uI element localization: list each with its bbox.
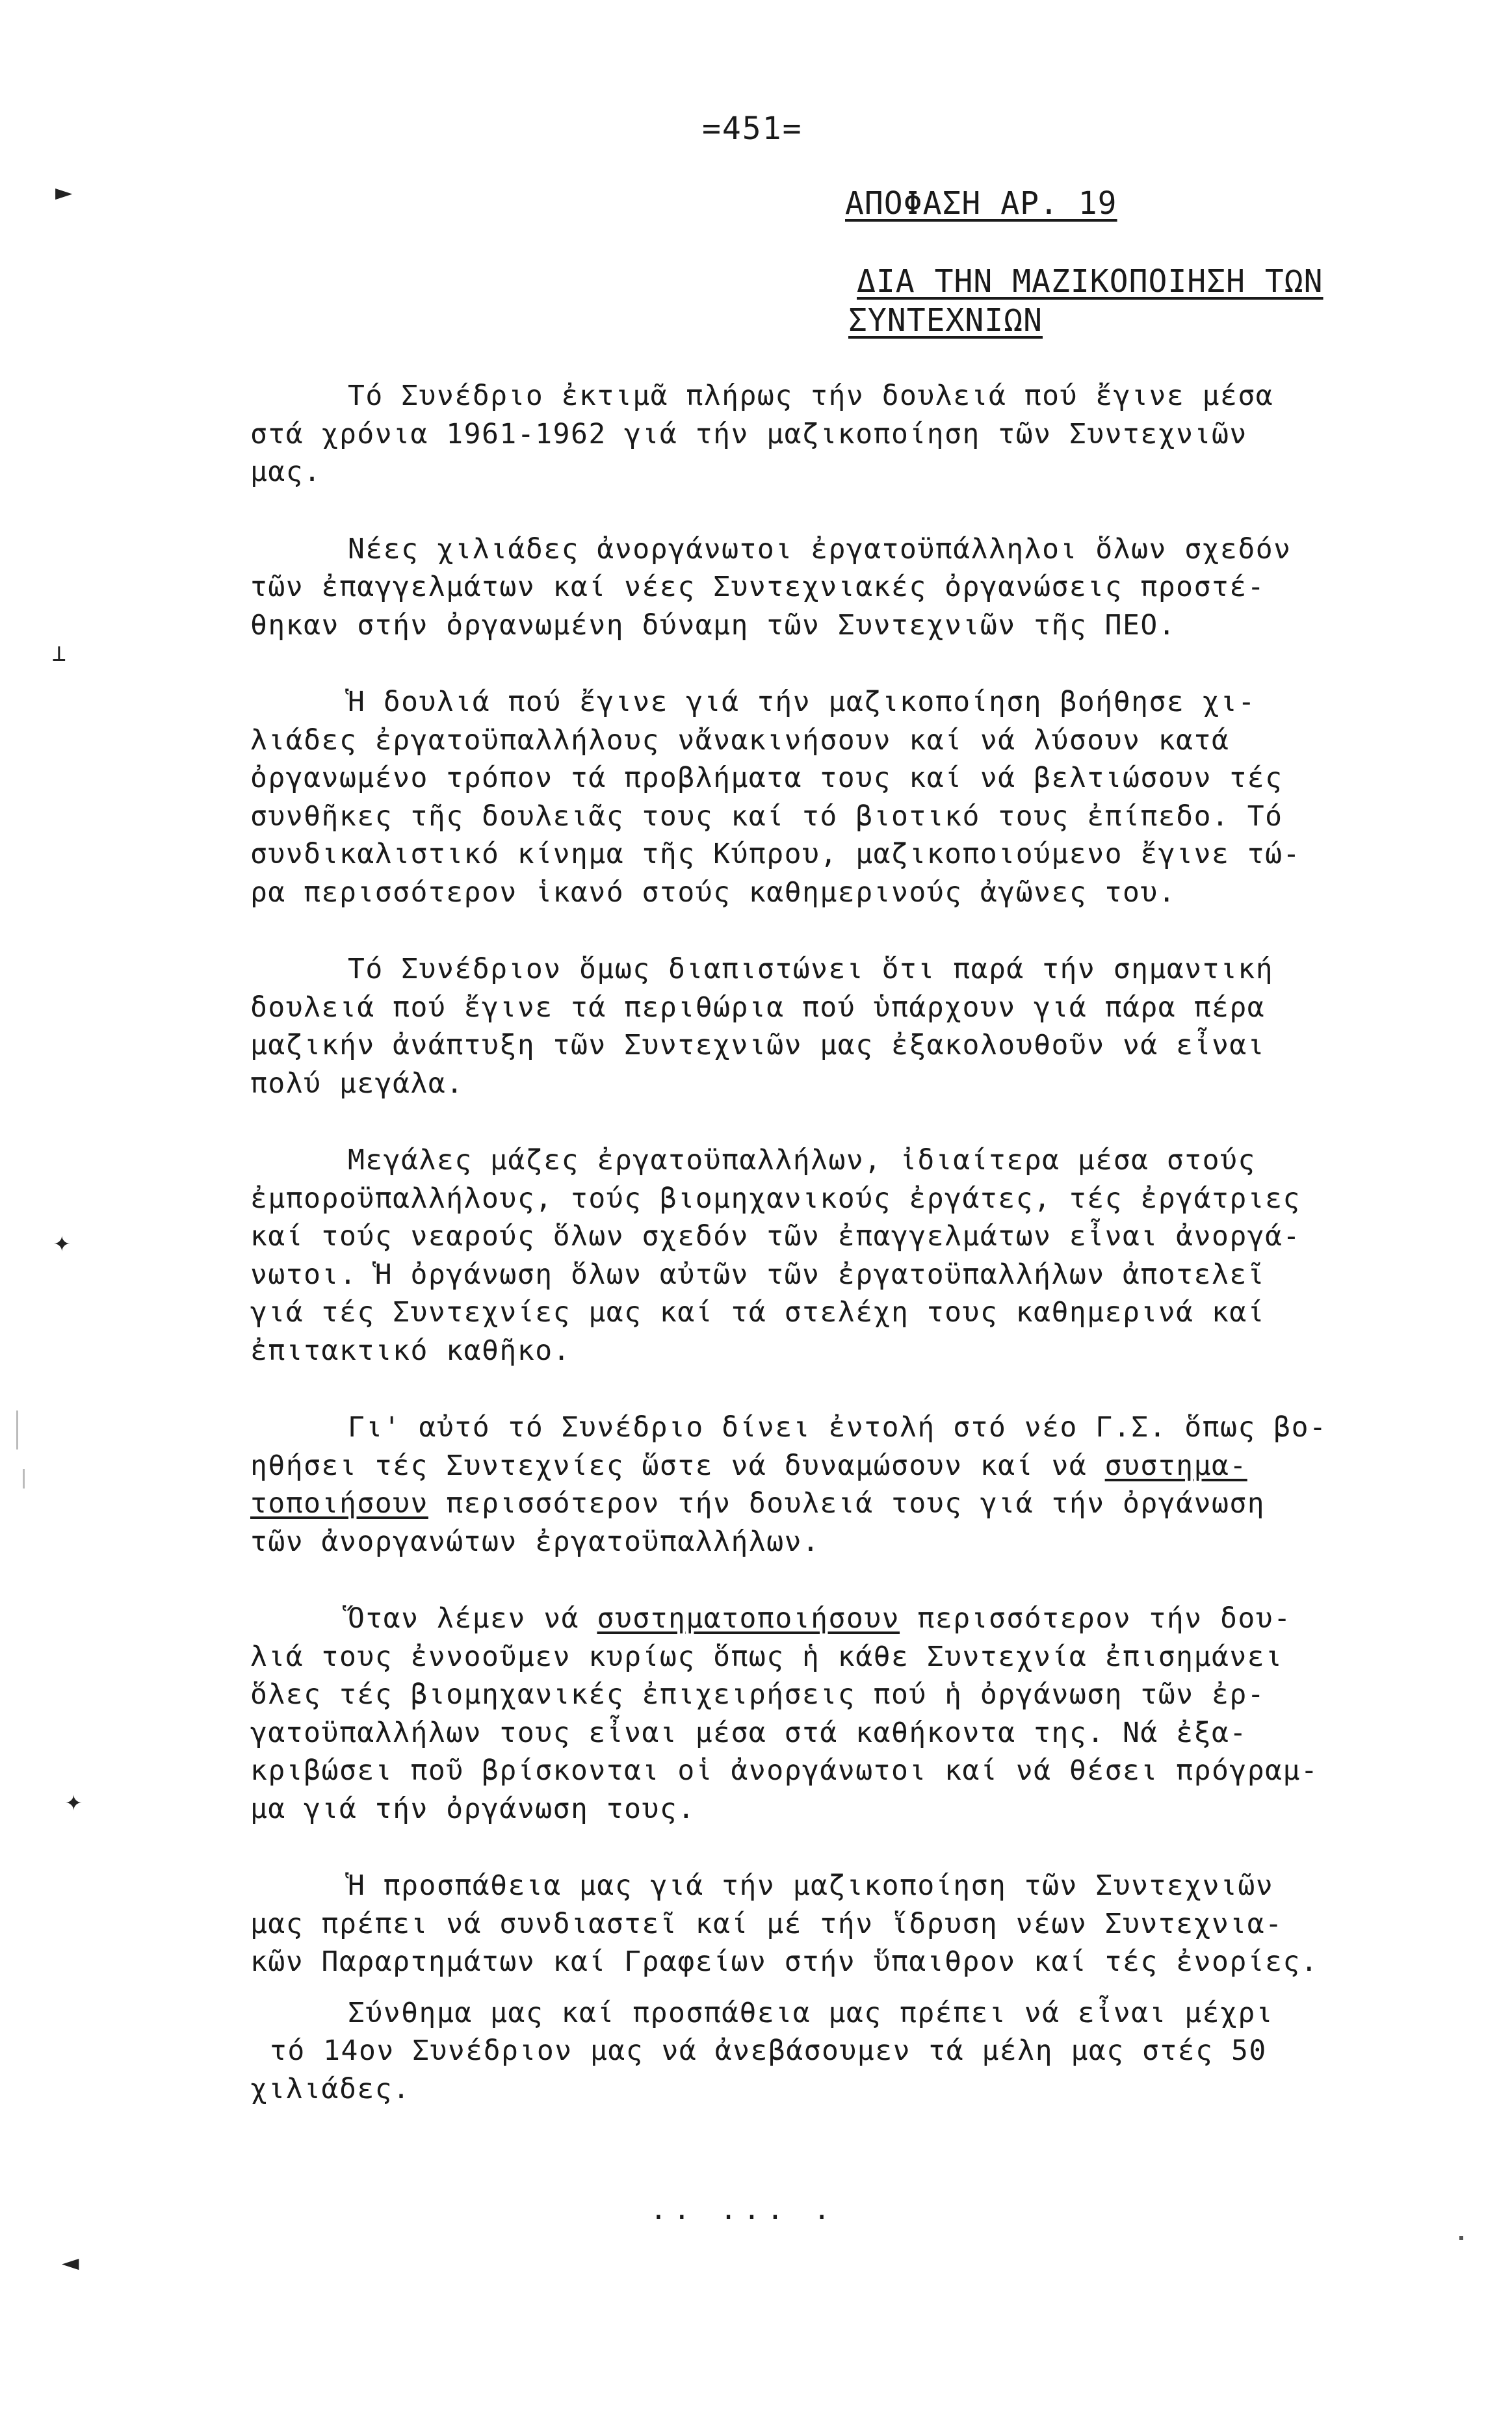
paragraph-8: [250, 1867, 1459, 1981]
closing-dots: .. ... .: [650, 2194, 837, 2226]
text-line: συνδικαλιστικό κίνημα τῆς Κύπρου, μαζικοποιούμενο ἔγινε τώ-: [250, 838, 1301, 870]
text-line: κῶν Παραρτημάτων καί Γραφείων στήν ὕπαιθρον καί τές ἐνορίες.: [250, 1945, 1319, 1978]
page-number: =451=: [702, 110, 803, 147]
text-line: στά χρόνια 1961-1962 γιά τήν μαζικοποίηση τῶν Συντεχνιῶν: [250, 417, 1247, 450]
text-line: καί τούς νεαρούς ὅλων σχεδόν τῶν ἐπαγγελμάτων εἶναι ἀνοργά-: [250, 1220, 1301, 1253]
margin-star-mark-icon: ✦: [65, 1784, 83, 1817]
text-line: τῶν ἐπαγγελμάτων καί νέες Συντεχνιακές ὀργανώσεις προστέ-: [250, 571, 1266, 603]
text-line: μαζικήν ἀνάπτυξη τῶν Συντεχνιῶν μας ἐξακολουθοῦν νά εἶναι: [250, 1029, 1266, 1061]
text-line: πολύ μεγάλα.: [250, 1067, 464, 1100]
text-line: χιλιάδες.: [250, 2072, 411, 2105]
scan-speck: [23, 1469, 25, 1488]
paragraph-4: [250, 950, 1459, 1102]
text-line: Σύνθημα μας καί προσπάθεια μας πρέπει νά εἶναι μέχρι: [348, 1996, 1274, 2029]
paragraph-5: [250, 1141, 1459, 1370]
scan-speck: [1459, 2236, 1463, 2240]
text-line: Τό Συνέδριον ὅμως διαπιστώνει ὅτι παρά τήν σημαντική: [348, 953, 1274, 985]
document-title-line2: ΣΥΝΤΕΧΝΙΩΝ: [848, 302, 1043, 339]
text-line: Νέες χιλιάδες ἀνοργάνωτοι ἐργατοϋπάλληλοι ὅλων σχεδόν: [348, 532, 1292, 566]
text-line: ρα περισσότερον ἱκανό στούς καθημερινούς ἀγῶνες του.: [250, 876, 1177, 909]
paragraph-2: [250, 530, 1459, 645]
margin-arrow-left-icon: ◄: [62, 2246, 79, 2279]
text-line: δουλειά πού ἔγινε τά περιθώρια πού ὑπάρχουν γιά πάρα πέρα: [250, 991, 1266, 1024]
text-line: Ἡ προσπάθεια μας γιά τήν μαζικοποίηση τῶν Συντεχνιῶν: [348, 1869, 1274, 1902]
text-segment: περισσότερον τήν δου-: [900, 1602, 1292, 1635]
document-title-line1: ΔΙΑ ΤΗΝ ΜΑΖΙΚΟΠΟΙΗΣΗ ΤΩΝ: [857, 263, 1323, 300]
text-line: θηκαν στήν ὀργανωμένη δύναμη τῶν Συντεχνιῶν τῆς ΠΕΟ.: [250, 608, 1177, 642]
text-line: Μεγάλες μάζες ἐργατοϋπαλλήλων, ἰδιαίτερα μέσα στούς: [348, 1144, 1256, 1176]
scan-speck: [16, 1410, 18, 1450]
paragraph-3: [250, 683, 1459, 911]
text-segment: περισσότερον τήν δουλειά τους γιά τήν ὀργάνωση: [428, 1487, 1266, 1520]
underlined-word: τοποιήσουν: [250, 1487, 428, 1520]
text-line: [250, 1485, 1459, 1523]
margin-arrow-right-icon: ►: [55, 176, 73, 209]
margin-star-mark-icon: ✦: [53, 1225, 71, 1258]
text-line: [250, 1447, 1459, 1485]
margin-cross-mark-icon: ⟂: [52, 640, 66, 667]
text-line: συνθῆκες τῆς δουλειᾶς τους καί τό βιοτικό τους ἐπίπεδο. Τό: [250, 800, 1283, 833]
text-line: Τό Συνέδριο ἐκτιμᾶ πλήρως τήν δουλειά πού ἔγινε μέσα: [348, 380, 1274, 412]
text-line: γατοϋπαλλήλων τους εἶναι μέσα στά καθήκοντα της. Νά ἐξα-: [250, 1716, 1247, 1749]
text-line: τῶν ἀνοργανώτων ἐργατοϋπαλλήλων.: [250, 1525, 820, 1558]
text-line: τό 14ον Συνέδριον μας νά ἀνεβάσουμεν τά μέλη μας στές 50: [270, 2034, 1267, 2067]
decision-heading: ΑΠΟΦΑΣΗ ΑΡ. 19: [845, 185, 1117, 222]
text-line: ὅλες τές βιομηχανικές ἐπιχειρήσεις πού ἡ ὀργάνωση τῶν ἐρ-: [250, 1678, 1266, 1711]
text-line: Γι' αὐτό τό Συνέδριο δίνει ἐντολή στό νέο Γ.Σ. ὅπως βο-: [348, 1411, 1327, 1444]
text-line: ἐπιτακτικό καθῆκο.: [250, 1334, 571, 1367]
text-segment: ηθήσει τές Συντεχνίες ὥστε νά δυναμώσουν καί νά: [250, 1449, 1105, 1482]
text-line: Ἡ δουλιά πού ἔγινε γιά τήν μαζικοποίηση βοήθησε χι-: [348, 686, 1256, 718]
paragraph-6: [250, 1409, 1459, 1561]
text-line: ὀργανωμένο τρόπον τά προβλήματα τους καί νά βελτιώσουν τές: [250, 762, 1283, 794]
text-line: μας.: [250, 456, 322, 488]
text-line: μα γιά τήν ὀργάνωση τους.: [250, 1792, 696, 1825]
text-line: μας πρέπει νά συνδιαστεῖ καί μέ τήν ἵδρυση νέων Συντεχνια-: [250, 1907, 1283, 1940]
text-line: κριβώσει ποῦ βρίσκονται οἱ ἀνοργάνωτοι καί νά θέσει πρόγραμ-: [250, 1754, 1319, 1787]
text-segment: Ὅταν λέμεν νά: [348, 1602, 597, 1635]
paragraph-9: [250, 1994, 1459, 2109]
paragraph-1: [250, 377, 1459, 491]
paragraph-7: [250, 1600, 1459, 1828]
text-line: ἐμποροϋπαλλήλους, τούς βιομηχανικούς ἐργάτες, τές ἐργάτριες: [250, 1182, 1301, 1215]
text-line: γιά τές Συντεχνίες μας καί τά στελέχη τους καθημερινά καί: [250, 1296, 1266, 1329]
text-line: νωτοι. Ἡ ὀργάνωση ὅλων αὐτῶν τῶν ἐργατοϋπαλλήλων ἀποτελεῖ: [250, 1258, 1266, 1291]
text-line: λιά τους ἐννοοῦμεν κυρίως ὅπως ἡ κάθε Συντεχνία ἐπισημάνει: [250, 1640, 1283, 1673]
text-line: [250, 1600, 1459, 1638]
underlined-word: συστηματοποιήσουν: [597, 1602, 900, 1635]
text-line: λιάδες ἐργατοϋπαλλήλους νἄνακινήσουν καί νά λύσουν κατά: [250, 723, 1230, 757]
underlined-word: συστημα-: [1104, 1449, 1247, 1482]
document-body: [250, 377, 1459, 2108]
